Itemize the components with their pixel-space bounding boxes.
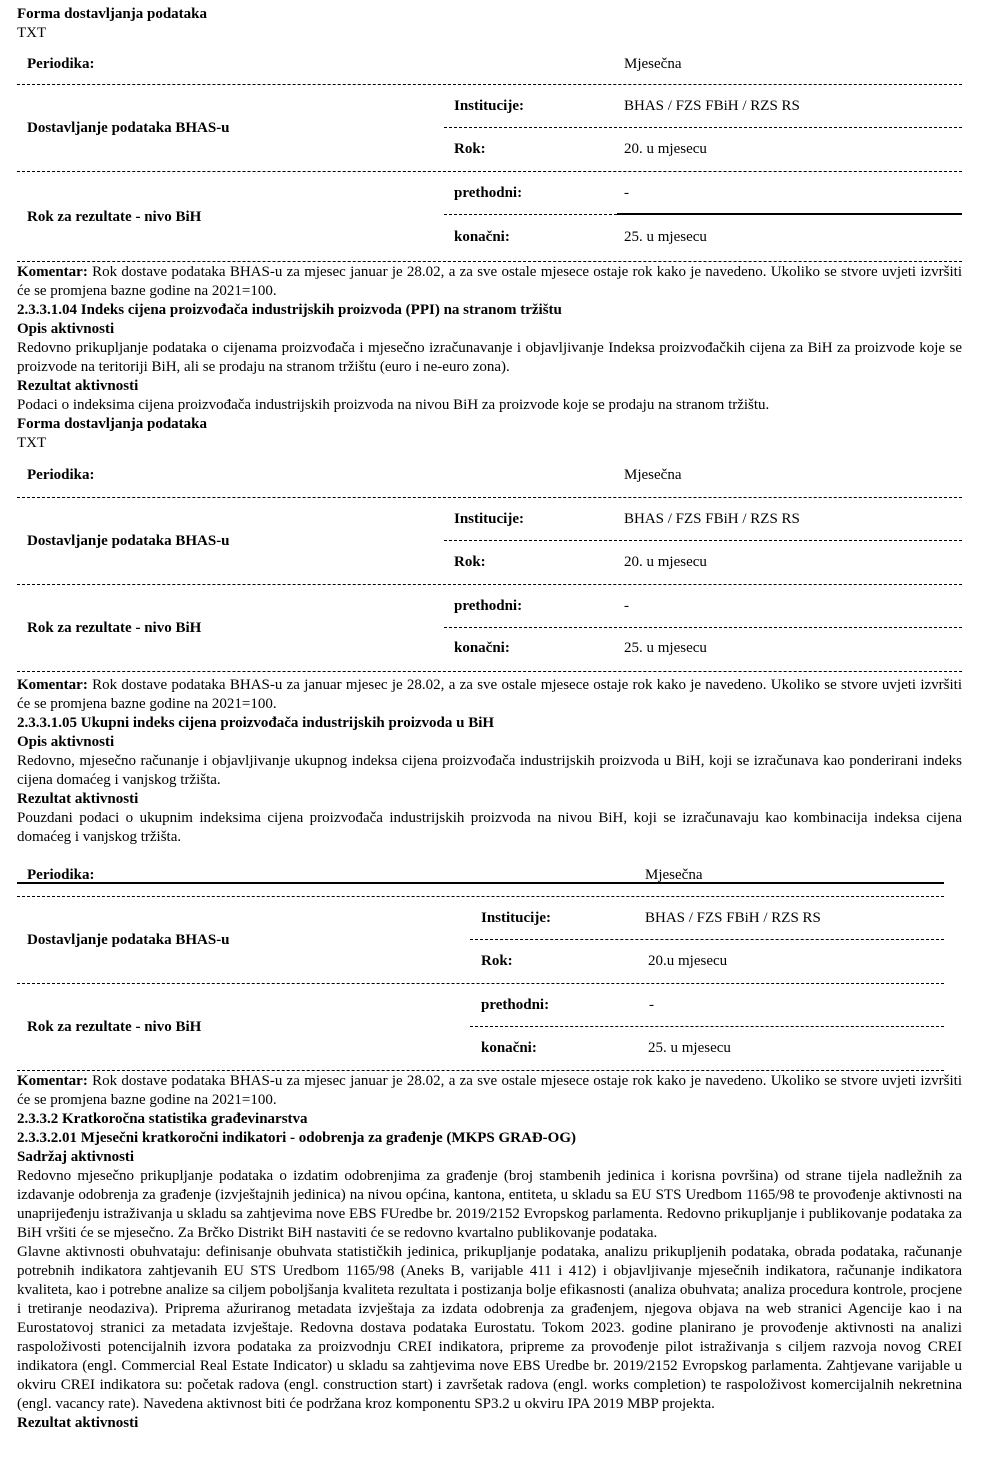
konacni-label: konačni: [454,229,510,245]
komentar [17,676,962,714]
opis-heading: Opis aktivnosti [17,321,115,337]
forma-value: TXT [17,25,47,41]
periodika-label: Periodika: [27,56,95,72]
paragraph: Redovno mjesečno prikupljanje podataka o izdatim odobrenjima za građenje (broj stambenih jedinica i korisna površina) od strane tijela nadležnih za izdavanje odobrenja za građenje (izvještajnih jedinica) na nivou općina, kantona, entiteta, u skladu sa EU STS Uredbom 1165/98 te provođenje aktivnosti na unaprijeđenju istraživanja u skladu sa zahtjevima nove EBS FUredbe br. 2019/2152 Evropskog parlamenta. Redovno prikupljanje i publikovanje podataka za BiH vršiti će se mjesečno. Za Brčko Distrikt BiH nastaviti će se redovno kvartalno publikovanje podataka. [17,1168,962,1241]
dostavljanje-label: Dostavljanje podataka BHAS-u [27,120,230,136]
prethodni-value: - [649,997,654,1013]
institucije-value: BHAS / FZS FBiH / RZS RS [624,511,800,527]
divider-solid [617,213,962,215]
prethodni-value: - [624,185,629,201]
periodika-label: Periodika: [27,867,95,883]
prethodni-label: prethodni: [481,997,550,1013]
rok-label: Rok: [481,953,513,969]
periodika-value: Mjesečna [645,867,703,883]
komentar-text: Rok dostave podataka BHAS-u za mjesec januar je 28.02, a za sve ostale mjesece ostaje rok kako je navedeno. Ukoliko se stvore uvjeti izvršiti će se promjena bazne godine na 2021=100. [17,1073,962,1108]
section-title: 2.3.3.2.01 Mjesečni kratkoročni indikatori - odobrenja za građenje (MKPS GRAĐ-OG) [17,1130,576,1146]
institucije-value: BHAS / FZS FBiH / RZS RS [645,910,821,926]
institucije-label: Institucije: [454,98,524,114]
prethodni-value: - [624,598,629,614]
opis-text: Redovno prikupljanje podataka o cijenama proizvođača i mjesečno izračunavanje i objavljivanje Indeksa proizvođačkih cijena za BiH za proizvode koje se proizvode na teritoriji BiH, ali se prodaju na stranom tržištu (euro i ne-euro zona). [17,340,962,375]
opis-text: Redovno, mjesečno računanje i objavljivanje ukupnog indeksa cijena proizvođača industrijskih proizvoda u BiH, koji se izračunava kao ponderirani indeks cijena domaćeg i vanjskog tržišta. [17,753,962,788]
rezultat-text: Podaci o indeksima cijena proizvođača industrijskih proizvoda na nivou BiH za proizvode koje se prodaju na stranom tržištu. [17,397,770,413]
konacni-value: 25. u mjesecu [624,229,707,245]
rezultat-heading: Rezultat aktivnosti [17,791,139,807]
rezultat-text: Pouzdani podaci o ukupnim indeksima cijena proizvođača industrijskih proizvoda na nivou BiH, koji se izračunavaju kao kombinacija indeksa cijena domaćeg i vanjskog tržišta. [17,810,962,845]
konacni-label: konačni: [454,640,510,656]
periodika-label: Periodika: [27,467,95,483]
konacni-label: konačni: [481,1040,537,1056]
section-heading: 2.3.3.2 Kratkoročna statistika građevinarstva [17,1111,308,1127]
periodika-value: Mjesečna [624,467,682,483]
divider [444,627,962,628]
rezultat-heading: Rezultat aktivnosti [17,378,139,394]
periodika-value: Mjesečna [624,56,682,72]
komentar-label: Komentar: [17,264,88,280]
paragraph: Glavne aktivnosti obuhvataju: definisanje obuhvata statističkih jedinica, prikupljanje podataka, analizu prikupljenih podataka, obrada podataka, računanje potrebnih indikatora zahtjevanih EU STS Uredbom 1165/98 (Aneks B, varijable 411 i 412) i objavljivanje mjesečnih indikatora, računanje indikatora kvaliteta, kao i potrebne analize sa ciljem poboljšanja kvaliteta rezultata i postizanja bolje efikasnosti (analiza obuhvata; analiza procedura kontrole, procjene i tretiranje neodaziva). Priprema ažuriranog metadata izvještaja za izdata odobrenja za građenjem, njegova objava na web stranici Agencije kao i na Eurostatovoj stranici za metadata izvještaje. Redovna dostava podataka Eurostatu. Tokom 2023. godine planirano je provođenje aktivnosti na analizi raspoloživosti potencijalnih izvora podataka za proizvodnju CREI indikatora, pripreme za provođenje pilot istraživanja s ciljem razvoja novog CREI indikatora (engl. Commercial Real Estate Indicator) u skladu sa zahtjevima nove EBS Uredbe br. 2019/2152 Evropskog parlamenta. Zahtjevane varijable u okviru CREI indikatora su: početak radova (engl. construction start) i završetak radova (engl. works completion) te raspoloživost komercijalnih nekretnina (engl. vacancy rate). Navedena aktivnost biti će podržana kroz komponentu SP3.2 u okviru IPA 2019 MBP projekta. [17,1244,962,1412]
rok-value: 20.u mjesecu [648,953,728,969]
forma-heading: Forma dostavljanja podataka [17,416,208,432]
section-title: 2.3.3.1.04 Indeks cijena proizvođača industrijskih proizvoda (PPI) na stranom tržištu [17,302,562,318]
institucije-label: Institucije: [481,910,551,926]
rok-value: 20. u mjesecu [624,554,707,570]
prethodni-label: prethodni: [454,598,523,614]
sadrzaj-heading: Sadržaj aktivnosti [17,1149,135,1165]
komentar-text: Rok dostave podataka BHAS-u za januar mjesec je 28.02, a za sve ostale mjesece ostaje rok kako je navedeno. Ukoliko se stvore uvjeti izvršiti će se promjena bazne godine na 2021=100. [17,677,962,712]
divider [470,1026,944,1027]
institucije-label: Institucije: [454,511,524,527]
prethodni-label: prethodni: [454,185,523,201]
divider-solid [17,882,944,884]
divider [444,540,962,541]
document-page [17,5,962,1433]
section-title: 2.3.3.1.05 Ukupni indeks cijena proizvođača industrijskih proizvoda u BiH [17,715,495,731]
rezultat-label: Rok za rezultate - nivo BiH [27,1019,202,1035]
rok-value: 20. u mjesecu [624,141,707,157]
schedule-table [17,851,944,1072]
schedule-table [17,43,962,263]
komentar-label: Komentar: [17,1073,88,1089]
konacni-value: 25. u mjesecu [624,640,707,656]
rezultat-label: Rok za rezultate - nivo BiH [27,209,202,225]
institucije-value: BHAS / FZS FBiH / RZS RS [624,98,800,114]
divider [470,939,944,940]
dostavljanje-label: Dostavljanje podataka BHAS-u [27,932,230,948]
komentar [17,263,962,301]
rezultat-label: Rok za rezultate - nivo BiH [27,620,202,636]
komentar [17,1072,962,1110]
komentar-label: Komentar: [17,677,88,693]
forma-value: TXT [17,435,47,451]
rezultat-heading: Rezultat aktivnosti [17,1415,139,1431]
konacni-value: 25. u mjesecu [648,1040,731,1056]
dostavljanje-label: Dostavljanje podataka BHAS-u [27,533,230,549]
komentar-text: Rok dostave podataka BHAS-u za mjesec januar je 28.02, a za sve ostale mjesece ostaje rok kako je navedeno. Ukoliko se stvore uvjeti izvršiti će se promjena bazne godine na 2021=100. [17,264,962,299]
forma-heading: Forma dostavljanja podataka [17,6,208,22]
divider [444,127,962,128]
rok-label: Rok: [454,554,486,570]
rok-label: Rok: [454,141,486,157]
schedule-table [17,453,962,676]
opis-heading: Opis aktivnosti [17,734,115,750]
